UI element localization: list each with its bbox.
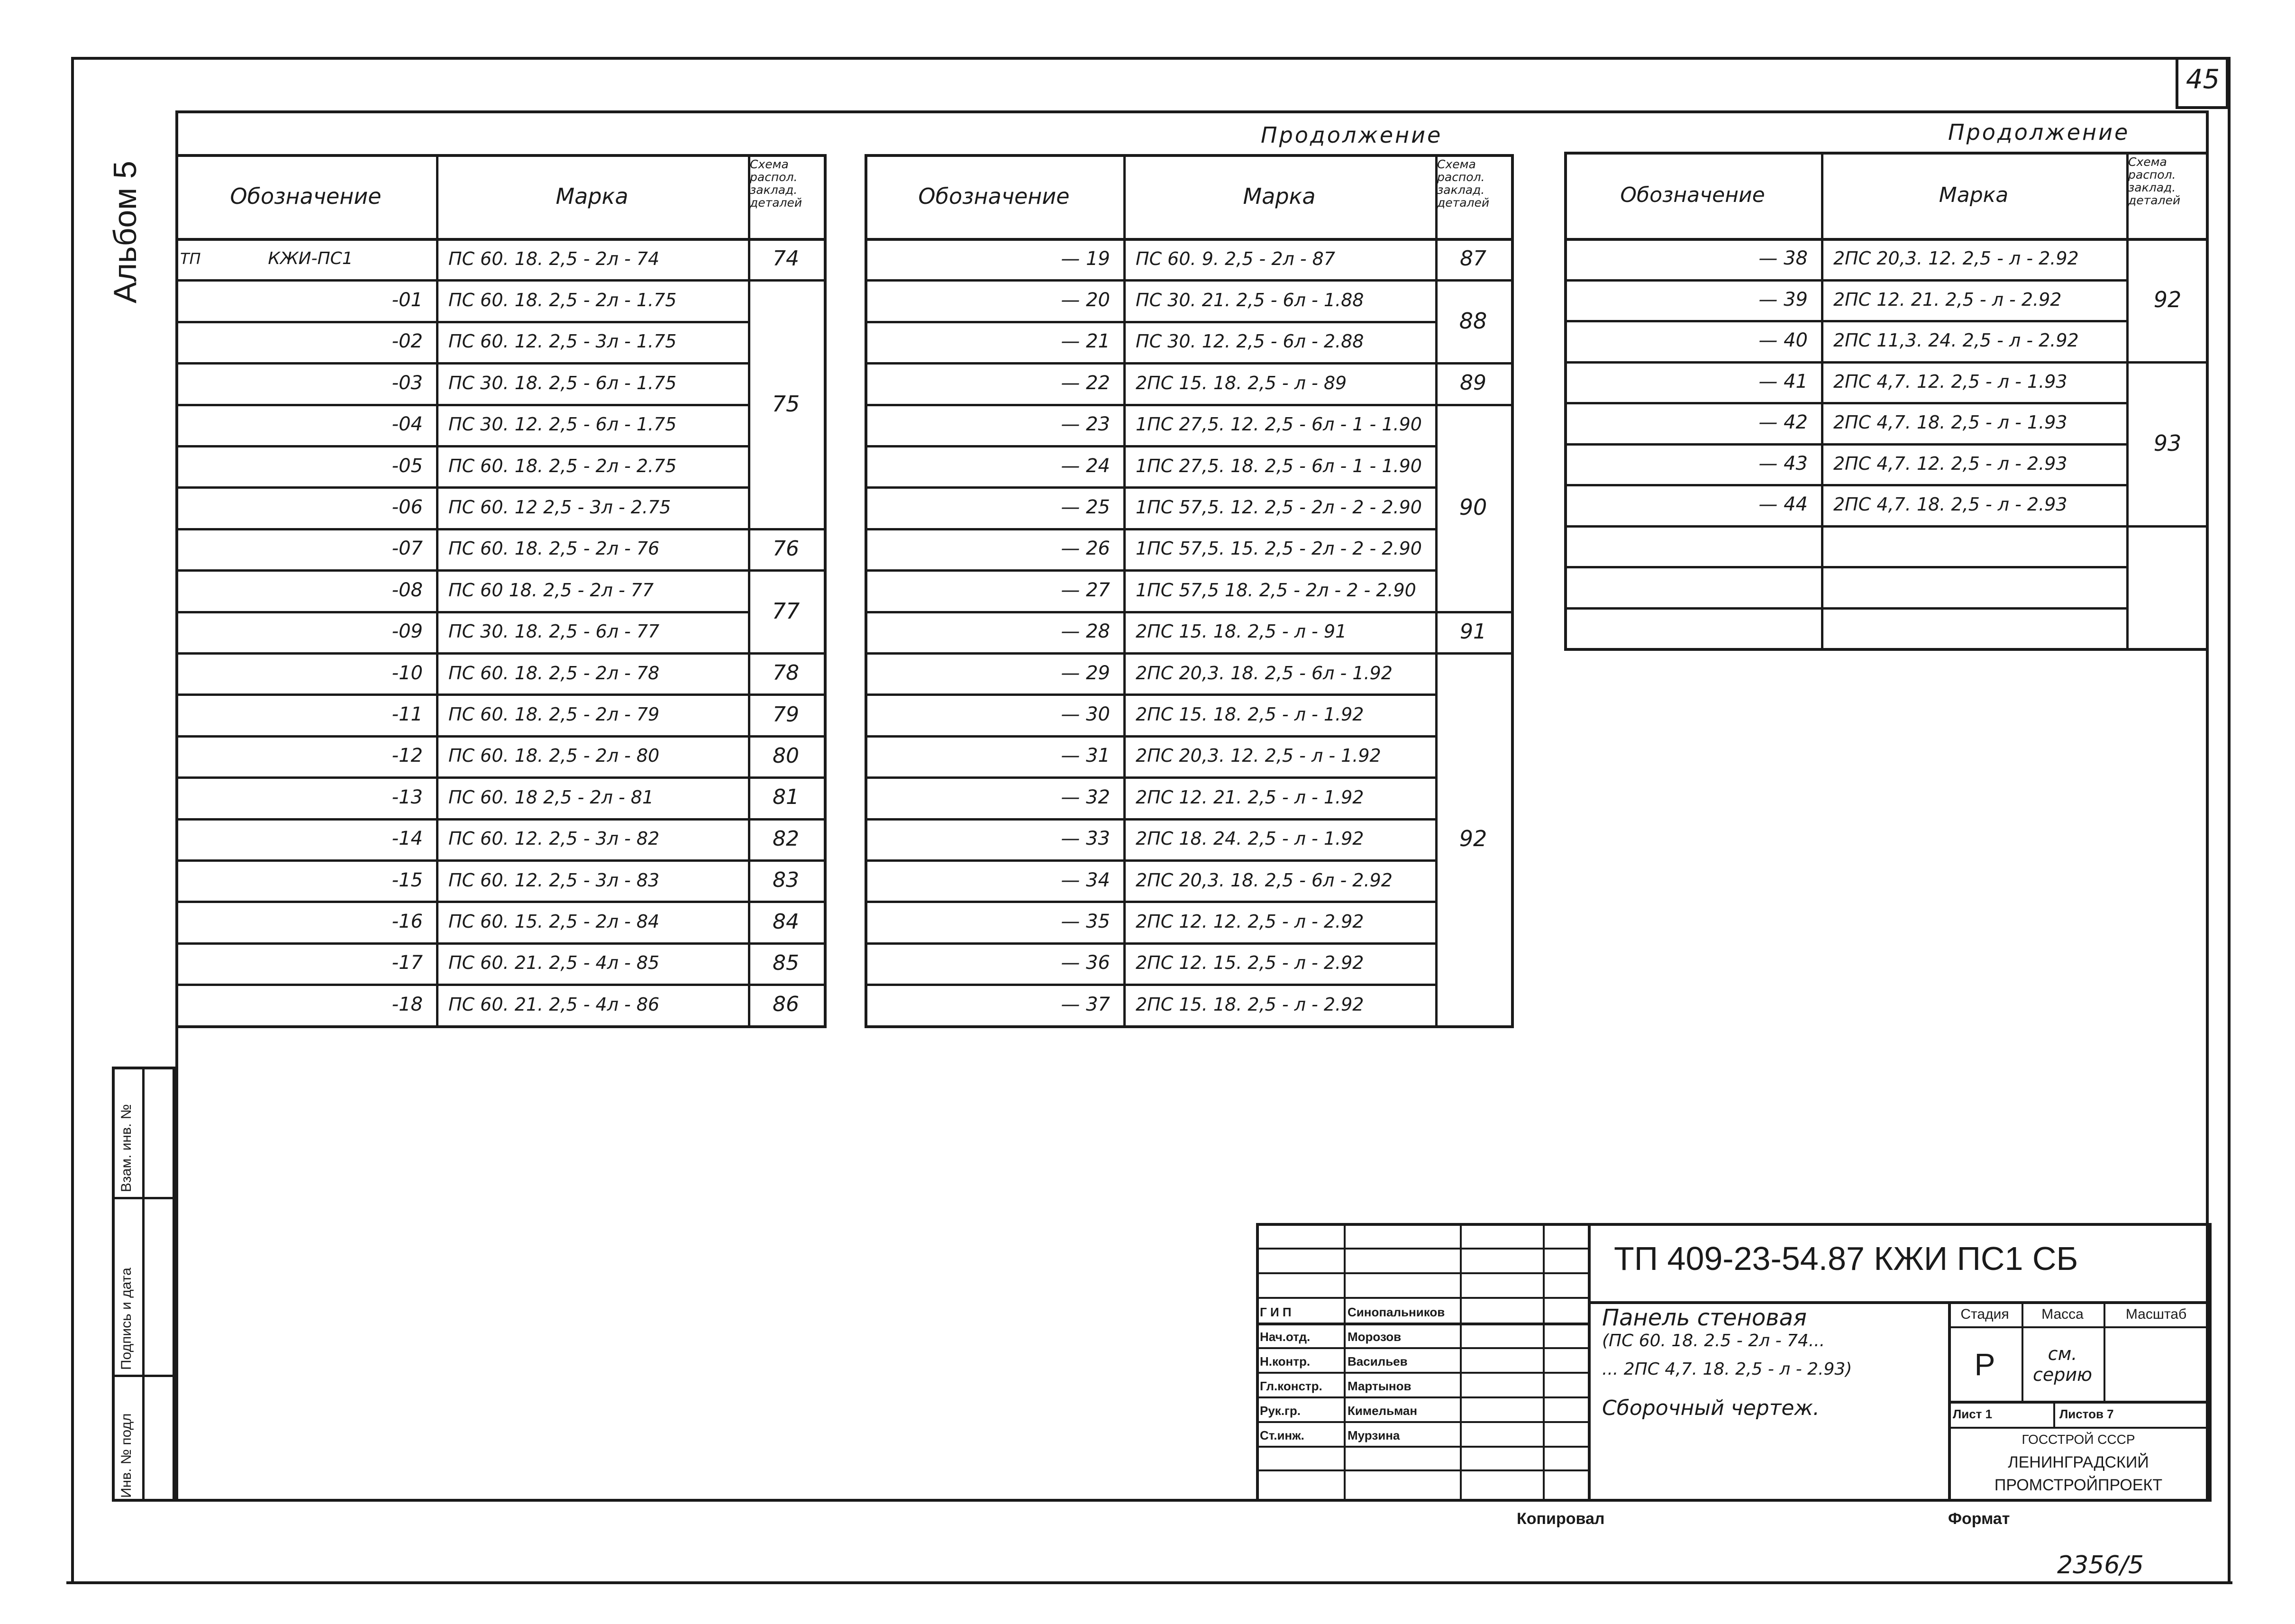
- row-designation: — 35: [1061, 911, 1110, 933]
- row-scheme: 78: [773, 661, 799, 685]
- title-role: Нач.отд.: [1260, 1329, 1311, 1344]
- row-mark: 2ПС 12. 12. 2,5 - л - 2.92: [1136, 911, 1364, 932]
- row-designation: -15: [392, 869, 423, 891]
- mass-label: Масса: [2041, 1306, 2084, 1322]
- row-designation: -18: [392, 993, 423, 1015]
- row-designation: -02: [392, 330, 423, 353]
- row-designation: — 39: [1758, 288, 1808, 310]
- outer-frame-left: [71, 57, 74, 1583]
- row-mark: 2ПС 4,7. 12. 2,5 - л - 1.93: [1833, 371, 2067, 392]
- mass-value: см. серию: [2032, 1343, 2093, 1385]
- row-mark: 2ПС 12. 21. 2,5 - л - 1.92: [1136, 786, 1364, 808]
- row-mark: ПС 60. 18 2,5 - 2л - 81: [448, 786, 654, 808]
- row-mark: 2ПС 20,3. 18. 2,5 - 6л - 1.92: [1136, 662, 1393, 684]
- table-rule: [1564, 525, 2126, 528]
- row-mark: 2ПС 4,7. 18. 2,5 - л - 1.93: [1833, 412, 2067, 433]
- continuation-label-2: Продолжение: [1261, 122, 1443, 148]
- outer-frame-top: [71, 57, 2228, 60]
- table-rule: [175, 1025, 824, 1028]
- left-strip-inner-line: [142, 1067, 145, 1502]
- merged-scheme: 75: [772, 391, 800, 417]
- row-designation: — 41: [1758, 370, 1808, 392]
- page-number: 45: [2186, 64, 2220, 95]
- inner-frame-top: [175, 110, 2209, 113]
- table-rule: [1256, 1469, 1588, 1471]
- row-designation: -08: [392, 579, 423, 601]
- header-scheme: Схема распол. заклад. деталей: [1437, 158, 1490, 210]
- row-scheme: 86: [773, 992, 799, 1017]
- outer-frame-bottom: [66, 1581, 2232, 1584]
- row-mark: 2ПС 15. 18. 2,5 - л - 1.92: [1136, 704, 1364, 725]
- row-mark: ПС 60. 15. 2,5 - 2л - 84: [448, 911, 660, 932]
- row-designation: — 43: [1758, 452, 1808, 474]
- scale-label: Масштаб: [2125, 1306, 2187, 1322]
- row-mark: ПС 60. 18. 2,5 - 2л - 80: [448, 745, 660, 766]
- header-mark: Марка: [1243, 183, 1316, 209]
- row-designation: -17: [392, 952, 423, 974]
- table-rule: [1564, 648, 2209, 651]
- row-mark: 2ПС 11,3. 24. 2,5 - л - 2.92: [1833, 330, 2079, 351]
- title-block-description-2: (ПС 60. 18. 2.5 - 2л - 74...: [1602, 1331, 1825, 1350]
- table-rule: [2209, 1223, 2212, 1502]
- row-mark: 2ПС 20,3. 12. 2,5 - л - 2.92: [1833, 248, 2079, 269]
- row-scheme: 83: [773, 868, 799, 893]
- sheet-label: Лист 1: [1953, 1406, 1993, 1421]
- row-scheme: 80: [773, 743, 799, 768]
- row-designation: -04: [392, 413, 423, 436]
- row-designation: — 20: [1061, 289, 1110, 311]
- table-rule: [1588, 1223, 1591, 1502]
- title-name: Мартынов: [1348, 1378, 1412, 1393]
- title-block-description-4: Сборочный чертеж.: [1602, 1396, 1820, 1420]
- row-mark: ПС 60. 12 2,5 - 3л - 2.75: [448, 497, 671, 518]
- row-scheme: 89: [1460, 371, 1486, 395]
- inner-frame-bottom: [114, 1499, 2209, 1502]
- row-designation: — 27: [1061, 579, 1110, 601]
- left-strip-replacement-inv: Взам. инв. №: [118, 1104, 134, 1192]
- title-name: Морозов: [1348, 1329, 1402, 1344]
- row-prefix: ТП: [180, 249, 201, 268]
- row-mark: 1ПС 57,5. 12. 2,5 - 2л - 2 - 2.90: [1136, 497, 1422, 518]
- row-scheme: 81: [773, 785, 799, 810]
- row-designation: — 31: [1061, 745, 1110, 767]
- org-line: ГОССТРОЙ СССР: [2022, 1432, 2135, 1447]
- table-rule: [1564, 607, 2126, 610]
- row-designation: — 40: [1758, 329, 1808, 352]
- row-mark: ПС 60. 18. 2,5 - 2л - 78: [448, 662, 660, 684]
- header-scheme: Схема распол. заклад. деталей: [2128, 155, 2181, 207]
- table-rule: [1564, 566, 2126, 568]
- row-mark: ПС 60. 12. 2,5 - 3л - 83: [448, 869, 660, 891]
- row-designation: — 28: [1061, 620, 1110, 643]
- row-designation: — 38: [1758, 247, 1808, 270]
- merged-scheme: 90: [1459, 494, 1487, 520]
- merged-scheme: 92: [2153, 286, 2182, 312]
- table-rule: [1256, 1223, 2209, 1226]
- row-mark: ПС 30. 12. 2,5 - 6л - 1.75: [448, 414, 677, 435]
- row-mark: 2ПС 4,7. 12. 2,5 - л - 2.93: [1833, 453, 2067, 474]
- row-designation: — 25: [1061, 496, 1110, 519]
- row-designation: -07: [392, 538, 423, 560]
- row-mark: ПС 60. 18. 2,5 - 2л - 1.75: [448, 290, 677, 311]
- row-mark: 2ПС 20,3. 12. 2,5 - л - 1.92: [1136, 745, 1381, 766]
- merged-scheme: 92: [1459, 826, 1487, 852]
- row-mark: 1ПС 27,5. 18. 2,5 - 6л - 1 - 1.90: [1136, 455, 1422, 476]
- row-mark: ПС 30. 18. 2,5 - 6л - 77: [448, 621, 660, 642]
- row-mark: ПС 60 18. 2,5 - 2л - 77: [448, 579, 654, 601]
- row-mark: ПС 60. 18. 2,5 - 2л - 76: [448, 538, 660, 559]
- row-designation: -09: [392, 620, 423, 643]
- left-strip-divider-2: [112, 1375, 175, 1377]
- title-block-description-1: Панель стеновая: [1602, 1305, 1807, 1331]
- row-mark: 2ПС 18. 24. 2,5 - л - 1.92: [1136, 828, 1364, 849]
- row-designation: -13: [392, 786, 423, 808]
- footer-copied: Копировал: [1517, 1510, 1605, 1528]
- row-mark: ПС 30. 18. 2,5 - 6л - 1.75: [448, 372, 677, 393]
- row-designation: — 19: [1061, 247, 1110, 270]
- row-mark: ПС 60. 12. 2,5 - 3л - 1.75: [448, 331, 677, 352]
- header-designation: Обозначение: [1620, 182, 1765, 207]
- row-mark: ПС 60. 21. 2,5 - 4л - 86: [448, 994, 660, 1015]
- album-label: Альбом 5: [107, 161, 143, 303]
- row-designation: — 29: [1061, 662, 1110, 684]
- title-name: Васильев: [1348, 1354, 1408, 1369]
- row-designation: — 44: [1758, 493, 1808, 516]
- table-rule: [824, 154, 827, 1028]
- row-designation: -12: [392, 745, 423, 767]
- title-name: Кимельман: [1348, 1403, 1418, 1418]
- title-block-code: ТП 409-23-54.87 КЖИ ПС1 СБ: [1614, 1240, 2078, 1277]
- row-mark: ПС 60. 21. 2,5 - 4л - 85: [448, 952, 660, 974]
- row-designation: -06: [392, 496, 423, 519]
- row-scheme: 82: [773, 826, 799, 851]
- stage-value: Р: [1974, 1346, 1995, 1382]
- row-scheme: 85: [773, 950, 799, 975]
- row-designation: КЖИ-ПС1: [268, 249, 353, 269]
- row-mark: ПС 60. 9. 2,5 - 2л - 87: [1136, 248, 1336, 269]
- row-designation: — 22: [1061, 372, 1110, 394]
- title-name: Синопальников: [1348, 1305, 1445, 1319]
- continuation-label-3: Продолжение: [1948, 119, 2130, 145]
- row-designation: — 37: [1061, 993, 1110, 1015]
- row-designation: -03: [392, 372, 423, 394]
- table-rule: [1256, 1272, 1588, 1274]
- header-designation: Обозначение: [918, 183, 1070, 209]
- table-rule: [1344, 1223, 1346, 1502]
- row-scheme: 74: [773, 246, 799, 271]
- sheets-label: Листов 7: [2059, 1406, 2114, 1421]
- merged-scheme: 77: [772, 598, 800, 624]
- table-rule: [1256, 1223, 1259, 1502]
- row-designation: — 34: [1061, 869, 1110, 891]
- row-mark: 1ПС 57,5 18. 2,5 - 2л - 2 - 2.90: [1136, 579, 1416, 601]
- row-scheme: 91: [1460, 619, 1486, 644]
- row-designation: — 23: [1061, 413, 1110, 436]
- header-scheme: Схема распол. заклад. деталей: [750, 158, 802, 210]
- table-rule: [865, 1025, 1511, 1028]
- row-designation: — 24: [1061, 455, 1110, 477]
- table-rule: [1511, 154, 1514, 1028]
- stage-label: Стадия: [1960, 1306, 2009, 1322]
- row-mark: ПС 60. 12. 2,5 - 3л - 82: [448, 828, 660, 849]
- row-scheme: 79: [773, 702, 799, 727]
- org-line: ПРОМСТРОЙПРОЕКТ: [1994, 1476, 2163, 1494]
- row-mark: ПС 60. 18. 2,5 - 2л - 74: [448, 248, 660, 269]
- header-designation: Обозначение: [230, 183, 382, 209]
- row-mark: 2ПС 15. 18. 2,5 - л - 91: [1136, 621, 1347, 642]
- row-designation: -16: [392, 911, 423, 933]
- row-designation: — 33: [1061, 828, 1110, 850]
- outer-frame-right: [2228, 57, 2231, 1583]
- row-designation: -14: [392, 828, 423, 850]
- row-designation: — 30: [1061, 703, 1110, 726]
- row-designation: — 21: [1061, 330, 1110, 353]
- row-scheme: 76: [773, 536, 799, 561]
- row-mark: ПС 60. 18. 2,5 - 2л - 79: [448, 704, 660, 725]
- row-mark: ПС 30. 21. 2,5 - 6л - 1.88: [1136, 290, 1364, 311]
- title-name: Мурзина: [1348, 1428, 1400, 1442]
- row-mark: 2ПС 15. 18. 2,5 - л - 2.92: [1136, 994, 1364, 1015]
- merged-scheme: 88: [1459, 308, 1487, 334]
- row-designation: -10: [392, 662, 423, 684]
- footer-number: 2356/5: [2057, 1551, 2144, 1579]
- table-rule: [1256, 1248, 1588, 1250]
- table-rule: [1460, 1223, 1462, 1502]
- header-mark: Марка: [556, 183, 628, 209]
- left-strip-signature-date: Подпись и дата: [118, 1268, 134, 1370]
- row-mark: 2ПС 20,3. 18. 2,5 - 6л - 2.92: [1136, 869, 1393, 891]
- org-line: ЛЕНИНГРАДСКИЙ: [2008, 1453, 2149, 1471]
- left-strip-divider-1: [112, 1197, 175, 1199]
- row-mark: 2ПС 4,7. 18. 2,5 - л - 2.93: [1833, 494, 2067, 515]
- row-designation: — 42: [1758, 411, 1808, 434]
- title-role: Ст.инж.: [1260, 1428, 1304, 1442]
- title-role: Рук.гр.: [1260, 1403, 1301, 1418]
- row-designation: — 36: [1061, 952, 1110, 974]
- title-block-description-3: ... 2ПС 4,7. 18. 2,5 - л - 2.93): [1602, 1359, 1852, 1379]
- title-role: Н.контр.: [1260, 1354, 1311, 1369]
- row-scheme: 87: [1460, 246, 1486, 271]
- row-designation: — 26: [1061, 538, 1110, 560]
- title-role: Г И П: [1260, 1305, 1292, 1319]
- row-designation: -05: [392, 455, 423, 477]
- table-rule: [1256, 1297, 1588, 1299]
- row-mark: 2ПС 15. 18. 2,5 - л - 89: [1136, 372, 1347, 393]
- row-mark: 2ПС 12. 21. 2,5 - л - 2.92: [1833, 289, 2062, 310]
- footer-format: Формат: [1948, 1510, 2010, 1528]
- row-designation: -11: [392, 703, 423, 726]
- row-mark: ПС 60. 18. 2,5 - 2л - 2.75: [448, 455, 677, 476]
- row-mark: 2ПС 12. 15. 2,5 - л - 2.92: [1136, 952, 1364, 974]
- row-scheme: 84: [773, 909, 799, 934]
- merged-scheme: 93: [2153, 430, 2182, 456]
- table-rule: [1543, 1223, 1545, 1502]
- left-strip-inv-no: Инв. № подл: [118, 1413, 134, 1498]
- table-rule: [2126, 525, 2209, 528]
- row-mark: 1ПС 27,5. 12. 2,5 - 6л - 1 - 1.90: [1136, 414, 1422, 435]
- row-designation: -01: [392, 289, 423, 311]
- row-designation: — 32: [1061, 786, 1110, 808]
- title-role: Гл.констр.: [1260, 1378, 1322, 1393]
- header-mark: Марка: [1939, 182, 2009, 207]
- row-mark: ПС 30. 12. 2,5 - 6л - 2.88: [1136, 331, 1364, 352]
- row-mark: 1ПС 57,5. 15. 2,5 - 2л - 2 - 2.90: [1136, 538, 1422, 559]
